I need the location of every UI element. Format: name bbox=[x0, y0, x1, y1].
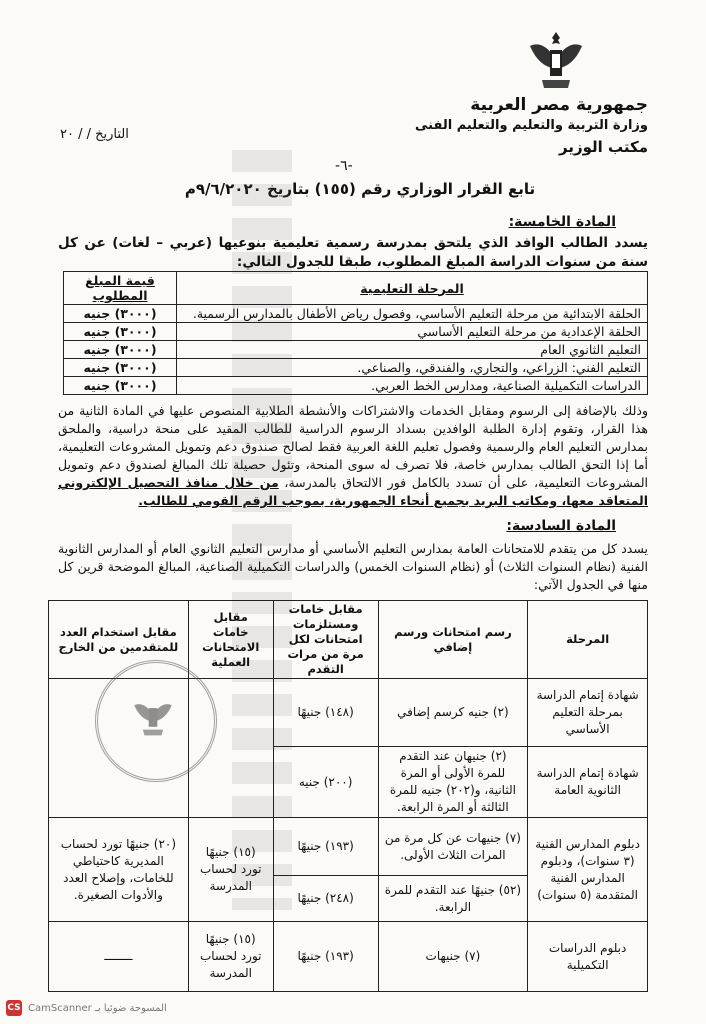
column-header-equipment: مقابل استخدام العدد للمتقدمين من الخارج bbox=[49, 601, 189, 679]
amount-cell: (٣٠٠٠) جنيه bbox=[64, 359, 177, 377]
article5-paragraph-bold: من خلال منافذ التحصيل الإلكتروني المتعاقد معها، ومكاتب البريد بجميع أنحاء الجمهورية، بموجب الرقم القومي للطالب. bbox=[58, 475, 648, 508]
table-row bbox=[64, 359, 648, 377]
page-number: -٦- bbox=[335, 158, 353, 174]
amount-cell: (٣٠٠٠) جنيه bbox=[64, 377, 177, 395]
article6-table bbox=[48, 600, 648, 992]
stage-cell: التعليم الثانوي العام bbox=[177, 341, 648, 359]
equipment-cell: ــــــــ bbox=[49, 922, 189, 992]
extra-fee-cell: (٢) جنيه كرسم إضافي bbox=[378, 679, 528, 747]
extra-fee-cell: (٢) جنيهان عند التقدم للمرة الأولى أو المرة الثانية، و(٢٠٢) جنيه للمرة الثالثة أو المرة الرابعة. bbox=[378, 747, 528, 818]
article5-heading: المادة الخامسة: bbox=[508, 214, 616, 230]
stage-cell: دبلوم المدارس الفنية (٣ سنوات)، ودبلوم المدارس الفنية المتقدمة (٥ سنوات) bbox=[528, 818, 648, 922]
table-header-row bbox=[64, 272, 648, 305]
article5-intro: يسدد الطالب الوافد الذي يلتحق بمدرسة رسمية تعليمية بنوعيها (عربي – لغات) عن كل سنة من سنوات الدراسة المبلغ المطلوب، طبقا للجدول التالي: bbox=[58, 235, 648, 270]
extra-fee-cell: (٥٢) جنيهًا عند التقدم للمرة الرابعة. bbox=[378, 876, 528, 922]
stage-cell: الدراسات التكميلية الصناعية، ومدارس الخط العربي. bbox=[177, 377, 648, 395]
stage-cell: الحلقة الإعدادية من مرحلة التعليم الأساسي bbox=[177, 323, 648, 341]
column-header-extra-fee: رسم امتحانات ورسم إضافي bbox=[378, 601, 528, 679]
materials-cell: (٢٠٠) جنيه bbox=[273, 747, 378, 818]
amount-cell: (٣٠٠٠) جنيه bbox=[64, 323, 177, 341]
article5-table bbox=[63, 271, 648, 395]
extra-fee-cell: (٧) جنيهات عن كل مرة من المرات الثلاث الأولى. bbox=[378, 818, 528, 876]
materials-cell: (١٤٨) جنيهًا bbox=[273, 679, 378, 747]
table-row bbox=[64, 377, 648, 395]
table-row bbox=[64, 305, 648, 323]
table-row bbox=[64, 323, 648, 341]
materials-cell: (١٩٣) جنيهًا bbox=[273, 922, 378, 992]
header-office: مكتب الوزير bbox=[558, 138, 648, 156]
amount-cell: (٣٠٠٠) جنيه bbox=[64, 305, 177, 323]
camscanner-logo-icon: CS bbox=[6, 1000, 22, 1016]
article6-heading: المادة السادسة: bbox=[506, 518, 616, 534]
stage-cell: شهادة إتمام الدراسة بمرحلة التعليم الأساسي bbox=[528, 679, 648, 747]
materials-cell: (١٩٣) جنيهًا bbox=[273, 818, 378, 876]
column-header-amount: قيمة المبلغ المطلوب bbox=[64, 272, 177, 305]
column-header-stage: المرحلة التعليمية bbox=[177, 272, 648, 305]
stage-cell: دبلوم الدراسات التكميلية bbox=[528, 922, 648, 992]
materials-cell: (٢٤٨) جنيهًا bbox=[273, 876, 378, 922]
camscanner-label: CamScanner المسوحة ضوئيا بـ bbox=[28, 1002, 167, 1014]
equipment-cell: (٢٠) جنيهًا تورد لحساب المديرية كاحتياطي للخامات، وإصلاح العدد والأدوات الصغيرة. bbox=[49, 818, 189, 922]
stage-cell: التعليم الفني: الزراعي، والتجاري، والفندقي، والصناعي. bbox=[177, 359, 648, 377]
decree-title: تابع القرار الوزاري رقم (١٥٥) بتاريخ ٩/٦/٢٠٢٠م bbox=[184, 180, 536, 198]
amount-cell: (٣٠٠٠) جنيه bbox=[64, 341, 177, 359]
table-row bbox=[49, 922, 648, 992]
practical-cell: (١٥) جنيهًا تورد لحساب المدرسة bbox=[188, 818, 273, 922]
article6-intro: يسدد كل من يتقدم للامتحانات العامة بمدارس التعليم الأساسي أو مدارس التعليم الثانوي العام أو المدارس الثانوية الفنية (نظام السنوات الثلاث) أو (نظام السنوات الخمس) والدراسات التكميلية الصناعية، المبالغ الموضحة قرين كل منها في الجدول الآتي: bbox=[58, 541, 648, 592]
table-row bbox=[64, 341, 648, 359]
practical-cell: (١٥) جنيهًا تورد لحساب المدرسة bbox=[188, 922, 273, 992]
extra-fee-cell: (٧) جنيهات bbox=[378, 922, 528, 992]
header-country: جمهورية مصر العربية bbox=[470, 95, 648, 115]
header-ministry: وزارة التربية والتعليم والتعليم الفنى bbox=[415, 118, 648, 133]
seal-eagle-icon bbox=[130, 690, 176, 742]
camscanner-footer bbox=[6, 1000, 167, 1016]
date-field: التاريخ / / ٢٠ bbox=[60, 127, 129, 142]
column-header-stage: المرحلة bbox=[528, 601, 648, 679]
stage-cell: شهادة إتمام الدراسة الثانوية العامة bbox=[528, 747, 648, 818]
column-header-practical: مقابل خامات الامتحانات العملية bbox=[188, 601, 273, 679]
egypt-eagle-emblem-icon bbox=[524, 28, 588, 94]
column-header-materials: مقابل خامات ومستلزمات امتحانات لكل مرة من مرات التقدم bbox=[273, 601, 378, 679]
stage-cell: الحلقة الابتدائية من مرحلة التعليم الأساسي، وفصول رياض الأطفال بالمدارس الرسمية. bbox=[177, 305, 648, 323]
article5-paragraph-text: وذلك بالإضافة إلى الرسوم ومقابل الخدمات والاشتراكات والأنشطة الطلابية المنصوص عليها في المادة الثانية من هذا القرار، وتقوم إدارة الطلبة الوافدين بسداد الرسوم الدراسية للطالب المقيد على منحة دراسية، والملحق بمدارس التعليم العام والرسمية وفصول تعليم اللغة العربية فقط لصالح صندوق دعم وتمويل المشروعات التعليمية، أما إذا التحق الطالب بمدارس خاصة، فلا تصرف له سوى المنحة، وتئول حصيلة تلك المبالغ لصندوق دعم وتمويل المشروعات التعليمية، على أن تسدد بالكامل فور الالتحاق بالمدرسة، bbox=[58, 403, 648, 490]
table-row bbox=[49, 818, 648, 876]
article5-paragraph bbox=[58, 402, 648, 510]
